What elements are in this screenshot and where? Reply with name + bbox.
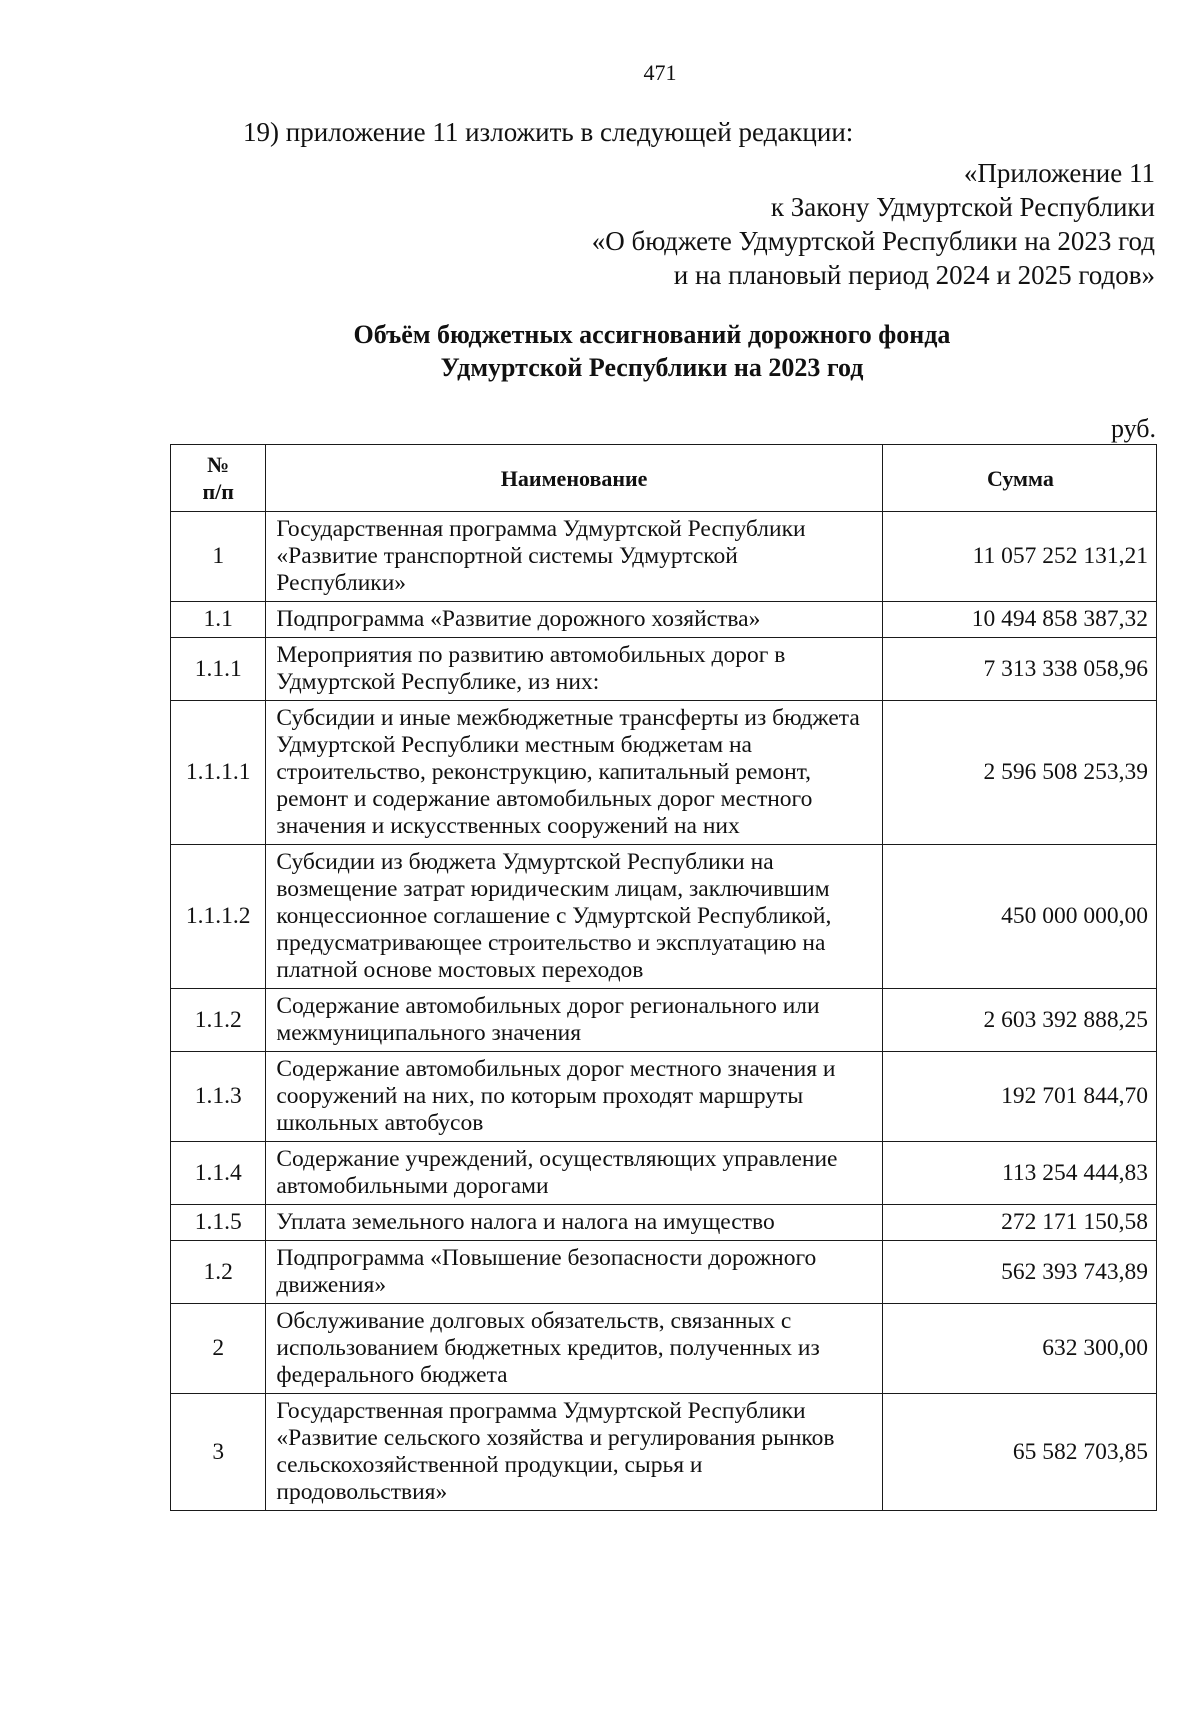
row-sum: 272 171 150,58 <box>882 1205 1156 1241</box>
amendment-intro: 19) приложение 11 изложить в следующей редакции: <box>243 117 854 147</box>
table-row <box>171 602 1157 638</box>
header-number-symbol: № <box>207 452 230 477</box>
title-line-2: Удмуртской Республики на 2023 год <box>440 353 864 382</box>
row-number: 1.1.2 <box>171 989 266 1052</box>
row-sum: 11 057 252 131,21 <box>882 512 1156 602</box>
header-sum: Сумма <box>882 445 1156 512</box>
row-number: 1.1.1 <box>171 638 266 701</box>
row-number: 1.1.3 <box>171 1052 266 1142</box>
row-sum: 2 596 508 253,39 <box>882 701 1156 845</box>
row-sum: 2 603 392 888,25 <box>882 989 1156 1052</box>
row-name: Подпрограмма «Повышение безопасности дорожного движения» <box>266 1241 883 1304</box>
row-name: Содержание автомобильных дорог регионального или межмуниципального значения <box>266 989 883 1052</box>
row-name: Содержание учреждений, осуществляющих управление автомобильными дорогами <box>266 1142 883 1205</box>
page-number: 471 <box>643 60 677 85</box>
table-row <box>171 1304 1157 1394</box>
table-row <box>171 989 1157 1052</box>
header-number <box>171 445 266 512</box>
table-row <box>171 1052 1157 1142</box>
row-sum: 192 701 844,70 <box>882 1052 1156 1142</box>
row-sum: 450 000 000,00 <box>882 845 1156 989</box>
row-number: 1.1.1.2 <box>171 845 266 989</box>
row-name: Государственная программа Удмуртской Республики «Развитие сельского хозяйства и регулирования рынков сельскохозяйственной продукции, сырья и продовольствия» <box>266 1394 883 1511</box>
row-number: 1.2 <box>171 1241 266 1304</box>
appendix-line-2: к Закону Удмуртской Республики <box>770 192 1155 222</box>
header-number-abbr: п/п <box>202 479 234 504</box>
document-title <box>0 318 1200 384</box>
row-name: Подпрограмма «Развитие дорожного хозяйства» <box>266 602 883 638</box>
currency-unit: руб. <box>1110 414 1156 443</box>
appendix-line-3: «О бюджете Удмуртской Республики на 2023 год <box>591 226 1155 256</box>
row-name: Мероприятия по развитию автомобильных дорог в Удмуртской Республике, из них: <box>266 638 883 701</box>
row-name: Содержание автомобильных дорог местного значения и сооружений на них, по которым проходят маршруты школьных автобусов <box>266 1052 883 1142</box>
appendix-line-1: «Приложение 11 <box>963 158 1155 188</box>
row-name: Уплата земельного налога и налога на имущество <box>266 1205 883 1241</box>
appendix-reference <box>592 156 1155 292</box>
budget-table <box>170 444 1157 1511</box>
header-name: Наименование <box>266 445 883 512</box>
row-sum: 562 393 743,89 <box>882 1241 1156 1304</box>
row-number: 1 <box>171 512 266 602</box>
table-row <box>171 638 1157 701</box>
table-row <box>171 1205 1157 1241</box>
title-line-1: Объём бюджетных ассигнований дорожного фонда <box>353 320 951 349</box>
row-number: 1.1.4 <box>171 1142 266 1205</box>
table-row <box>171 845 1157 989</box>
table-row <box>171 512 1157 602</box>
row-name: Субсидии из бюджета Удмуртской Республики на возмещение затрат юридическим лицам, заключившим концессионное соглашение с Удмуртской Республикой, предусматривающее строительство и эксплуатацию на платной основе мостовых переходов <box>266 845 883 989</box>
row-number: 2 <box>171 1304 266 1394</box>
table-row <box>171 1142 1157 1205</box>
table-header-row <box>171 445 1157 512</box>
row-name: Обслуживание долговых обязательств, связанных с использованием бюджетных кредитов, полученных из федерального бюджета <box>266 1304 883 1394</box>
row-number: 1.1 <box>171 602 266 638</box>
row-number: 1.1.5 <box>171 1205 266 1241</box>
table-row <box>171 701 1157 845</box>
table-row <box>171 1394 1157 1511</box>
row-sum: 10 494 858 387,32 <box>882 602 1156 638</box>
table-row <box>171 1241 1157 1304</box>
row-number: 3 <box>171 1394 266 1511</box>
row-sum: 7 313 338 058,96 <box>882 638 1156 701</box>
row-name: Государственная программа Удмуртской Республики «Развитие транспортной системы Удмуртской Республики» <box>266 512 883 602</box>
row-sum: 632 300,00 <box>882 1304 1156 1394</box>
row-sum: 113 254 444,83 <box>882 1142 1156 1205</box>
appendix-line-4: и на плановый период 2024 и 2025 годов» <box>673 260 1155 290</box>
row-number: 1.1.1.1 <box>171 701 266 845</box>
row-sum: 65 582 703,85 <box>882 1394 1156 1511</box>
row-name: Субсидии и иные межбюджетные трансферты из бюджета Удмуртской Республики местным бюджетам на строительство, реконструкцию, капитальный ремонт, ремонт и содержание автомобильных дорог местного значения и искусственных сооружений на них <box>266 701 883 845</box>
